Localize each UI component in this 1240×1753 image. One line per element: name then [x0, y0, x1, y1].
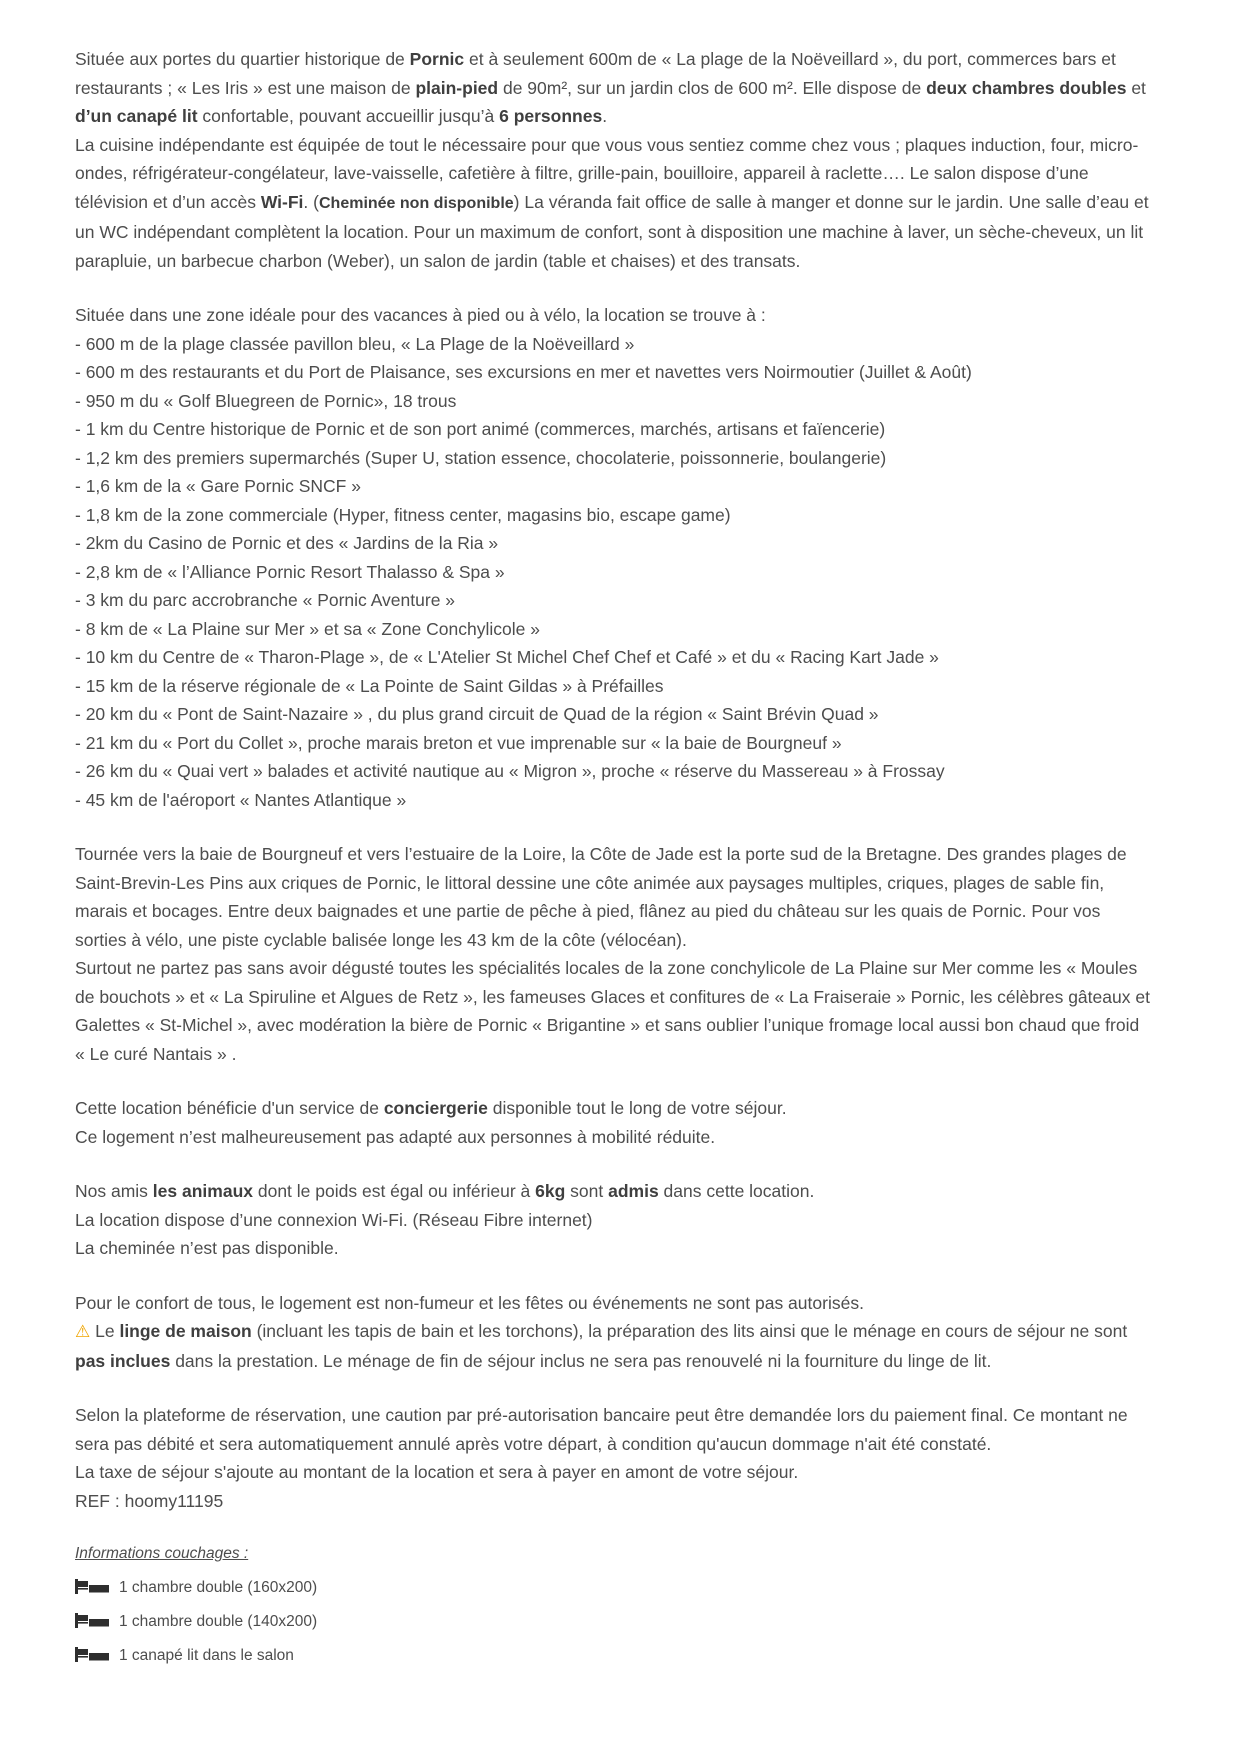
- pets-line: [75, 1177, 1150, 1206]
- location-item: - 26 km du « Quai vert » balades et activité nautique au « Migron », proche « réserve du Massereau » à Frossay: [75, 761, 945, 781]
- booking-reference: REF : hoomy11195: [75, 1490, 224, 1511]
- services-bold-conciergerie: conciergerie: [383, 1098, 488, 1118]
- sleeping-item: [75, 1577, 1150, 1597]
- booking-tax-line: La taxe de séjour s'ajoute au montant de la location et sera à payer en amont de votre séjour.: [75, 1462, 799, 1482]
- rules-section: [75, 1289, 1150, 1376]
- sleeping-item-label: 1 chambre double (160x200): [119, 1579, 318, 1596]
- services-section: [75, 1094, 1150, 1151]
- rules-text-3: dans la prestation. Le ménage de fin de séjour inclus ne sera pas renouvelé ni la fourniture du linge de lit.: [170, 1350, 992, 1371]
- intro-p1-text-2: et à seulement 600m de « La plage de la Noëveillard », du port, commerces bars et restaurants ; « Les Iris » est une maison de: [75, 49, 1116, 98]
- bed-icon: [75, 1577, 109, 1597]
- region-section: [75, 840, 1150, 1068]
- location-item: - 45 km de l'aéroport « Nantes Atlantique »: [75, 789, 407, 810]
- bed-icon: [75, 1611, 109, 1631]
- intro-p1-text-1: Située aux portes du quartier historique de: [75, 49, 410, 69]
- intro-p1-text-3: de 90m², sur un jardin clos de 600 m². Elle dispose de: [498, 77, 927, 98]
- sleeping-item: [75, 1611, 1150, 1631]
- pets-text-1: Nos amis: [75, 1181, 153, 1201]
- intro-paragraph-1: [75, 45, 1150, 131]
- pets-bold-poids: 6kg: [535, 1181, 566, 1201]
- location-item: - 20 km du « Pont de Saint-Nazaire » , du plus grand circuit de Quad de la région « Saint Brévin Quad »: [75, 704, 879, 724]
- fireplace-line: La cheminée n’est pas disponible.: [75, 1238, 339, 1258]
- booking-section: [75, 1401, 1150, 1515]
- intro-p1-text-6: .: [602, 106, 608, 126]
- region-paragraph-2: Surtout ne partez pas sans avoir dégusté toutes les spécialités locales de la zone conchylicole de La Plaine sur Mer comme les « Moules de bouchots » et « La Spiruline et Algues de Retz », les fameuses Glaces et confitures de « La Fraiseraie » Pornic, les célèbres gâteaux et Galettes « St-Michel », avec modération la bière de Pornic « Brigantine » et sans oublier l’unique fromage local aussi bon chaud que froid « Le curé Nantais » .: [75, 958, 1150, 1064]
- intro-paragraph-2: [75, 131, 1150, 276]
- rules-text-1: Le: [90, 1321, 120, 1341]
- sleeping-item: [75, 1645, 1150, 1665]
- services-text-2: disponible tout le long de votre séjour.: [487, 1098, 787, 1118]
- location-item: - 2km du Casino de Pornic et des « Jardins de la Ria »: [75, 533, 499, 553]
- rules-smoking-line: Pour le confort de tous, le logement est non-fumeur et les fêtes ou événements ne sont pas autorisés.: [75, 1292, 864, 1313]
- bed-icon: [75, 1645, 109, 1665]
- rules-text-2: (incluant les tapis de bain et les torchons), la préparation des lits ainsi que le ménage en cours de séjour ne sont: [251, 1321, 1128, 1341]
- intro-p1-text-4: et: [1126, 77, 1146, 98]
- intro-section: [75, 45, 1150, 275]
- pets-bold-animaux: les animaux: [152, 1181, 253, 1201]
- pets-section: [75, 1177, 1150, 1263]
- pets-text-3: sont: [565, 1181, 609, 1201]
- sleeping-heading-wrap: [75, 1541, 1150, 1577]
- intro-p2-bold-wifi: Wi-Fi: [260, 191, 304, 212]
- location-item: - 600 m des restaurants et du Port de Plaisance, ses excursions en mer et navettes vers Noirmoutier (Juillet & Août): [75, 362, 972, 382]
- rules-bold-linge: linge de maison: [119, 1321, 252, 1341]
- location-item: - 600 m de la plage classée pavillon bleu, « La Plage de la Noëveillard »: [75, 333, 635, 354]
- intro-p1-bold-canape: d’un canapé lit: [75, 106, 198, 126]
- services-text-1: Cette location bénéficie d'un service de: [75, 1098, 384, 1118]
- intro-p1-bold-personnes: 6 personnes: [499, 106, 603, 126]
- sleeping-section: [75, 1541, 1150, 1665]
- warning-icon: ⚠: [75, 1322, 91, 1341]
- location-item: - 3 km du parc accrobranche « Pornic Aventure »: [75, 590, 456, 610]
- sleeping-heading: Informations couchages :: [75, 1545, 249, 1562]
- pets-text-2: dont le poids est égal ou inférieur à: [253, 1181, 536, 1201]
- wifi-line: La location dispose d’une connexion Wi-Fi. (Réseau Fibre internet): [75, 1209, 593, 1230]
- sleeping-item-label: 1 chambre double (140x200): [119, 1613, 318, 1630]
- location-lead: Située dans une zone idéale pour des vacances à pied ou à vélo, la location se trouve à :: [75, 305, 766, 325]
- intro-p2-text-1: La cuisine indépendante est équipée de tout le nécessaire pour que vous vous sentiez comme chez vous ; plaques induction, four, micro-ondes, réfrigérateur-congélateur, lave-vaisselle, cafetière à filtre, grille-pain, bouilloire, appareil à raclette…. Le salon dispose d’une télévision et d’un accès: [75, 134, 1139, 212]
- region-paragraph-1: Tournée vers la baie de Bourgneuf et vers l’estuaire de la Loire, la Côte de Jade est la porte sud de la Bretagne. Des grandes plages de Saint-Brevin-Les Pins aux criques de Pornic, le littoral dessine une côte animée aux paysages multiples, criques, plages de sable fin, marais et bocages. Entre deux baignades et une partie de pêche à pied, flânez au pied du château sur les quais de Pornic. Pour vos sorties à vélo, une piste cyclable balisée longe les 43 km de la côte (vélocéan).: [75, 844, 1127, 950]
- location-section: [75, 301, 1150, 814]
- intro-p2-text-3: ) La véranda fait office de salle à manger et donne sur le jardin. Une salle d’eau et un WC indépendant complètent la location. Pour un maximum de confort, sont à disposition une machine à laver, un sèche-cheveux, un lit parapluie, un barbecue charbon (Weber), un salon de jardin (table et chaises) et des transats.: [75, 191, 1149, 271]
- rules-bold-pasinclues: pas inclues: [75, 1350, 171, 1371]
- intro-p1-text-5: confortable, pouvant accueillir jusqu’à: [197, 106, 500, 126]
- location-item: - 21 km du « Port du Collet », proche marais breton et vue imprenable sur « la baie de Bourgneuf »: [75, 732, 842, 753]
- location-item: - 1 km du Centre historique de Pornic et de son port animé (commerces, marchés, artisans et faïencerie): [75, 419, 886, 439]
- location-item: - 2,8 km de « l’Alliance Pornic Resort Thalasso & Spa »: [75, 561, 505, 582]
- services-concierge-line: [75, 1094, 1150, 1123]
- location-item: - 1,8 km de la zone commerciale (Hyper, fitness center, magasins bio, escape game): [75, 504, 731, 525]
- pets-text-4: dans cette location.: [658, 1181, 815, 1201]
- location-item: - 8 km de « La Plaine sur Mer » et sa « Zone Conchylicole »: [75, 618, 540, 639]
- location-item: - 950 m du « Golf Bluegreen de Pornic», 18 trous: [75, 390, 457, 411]
- intro-p1-bold-pornic: Pornic: [409, 49, 465, 69]
- rules-linen-paragraph: [75, 1317, 1150, 1375]
- booking-deposit-paragraph: Selon la plateforme de réservation, une caution par pré-autorisation bancaire peut être demandée lors du paiement final. Ce montant ne sera pas débité et sera automatiquement annulé après votre départ, à condition qu'aucun dommage n'ait été constaté.: [75, 1405, 1128, 1454]
- pets-bold-admis: admis: [608, 1181, 659, 1201]
- services-accessibility-line: Ce logement n’est malheureusement pas adapté aux personnes à mobilité réduite.: [75, 1126, 716, 1147]
- sleeping-item-label: 1 canapé lit dans le salon: [119, 1647, 294, 1664]
- location-item: - 1,2 km des premiers supermarchés (Super U, station essence, chocolaterie, poissonnerie, boulangerie): [75, 447, 887, 468]
- location-item: - 1,6 km de la « Gare Pornic SNCF »: [75, 476, 361, 496]
- intro-p1-bold-plainpied: plain-pied: [415, 77, 499, 98]
- location-item: - 10 km du Centre de « Tharon-Plage », de « L'Atelier St Michel Chef Chef et Café » et du « Racing Kart Jade »: [75, 647, 939, 667]
- intro-p2-bold-cheminee: Cheminée non disponible: [318, 194, 514, 212]
- intro-p2-text-2: . (: [303, 191, 319, 212]
- intro-p1-bold-chambres: deux chambres doubles: [926, 77, 1127, 98]
- location-item: - 15 km de la réserve régionale de « La Pointe de Saint Gildas » à Préfailles: [75, 675, 664, 696]
